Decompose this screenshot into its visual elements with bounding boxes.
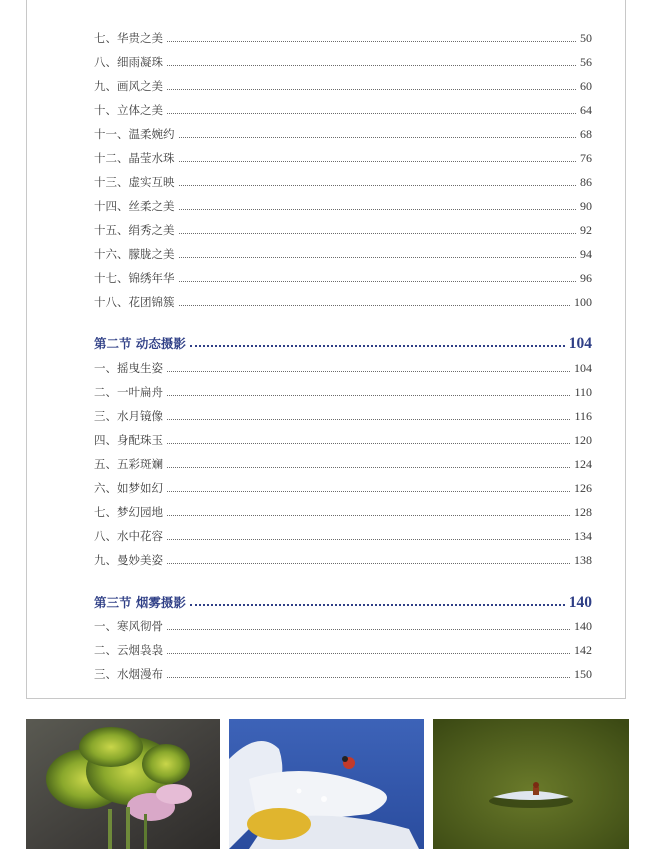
toc-entry-title: 一、寒风彻骨 bbox=[94, 619, 163, 633]
toc-entry-title: 三、水月镜像 bbox=[94, 409, 163, 423]
toc-entry-page: 124 bbox=[574, 457, 592, 471]
dot-leader bbox=[167, 538, 570, 540]
toc-entry-page: 150 bbox=[574, 667, 592, 681]
toc-entry-page: 110 bbox=[574, 385, 592, 399]
toc-entry-title: 十二、晶莹水珠 bbox=[94, 151, 175, 165]
dot-leader bbox=[179, 256, 577, 258]
toc-entry-page: 56 bbox=[580, 55, 592, 69]
toc-entry-title: 五、五彩斑斓 bbox=[94, 457, 163, 471]
toc-entry-page: 142 bbox=[574, 643, 592, 657]
dot-leader bbox=[167, 652, 570, 654]
toc-entry-title: 二、云烟袅袅 bbox=[94, 643, 163, 657]
toc-entry-title: 九、画风之美 bbox=[94, 79, 163, 93]
toc-entry[interactable] bbox=[94, 476, 592, 496]
dot-leader bbox=[167, 394, 570, 396]
toc-entry-title: 八、水中花容 bbox=[94, 529, 163, 543]
toc-entry-page: 128 bbox=[574, 505, 592, 519]
toc-entry[interactable] bbox=[94, 266, 592, 286]
toc-entry-page: 94 bbox=[580, 247, 592, 261]
toc-entry[interactable] bbox=[94, 638, 592, 658]
dot-leader bbox=[167, 418, 570, 420]
toc-entry-page: 134 bbox=[574, 529, 592, 543]
toc-entry-page: 90 bbox=[580, 199, 592, 213]
toc-entry[interactable] bbox=[94, 614, 592, 634]
toc-entry[interactable] bbox=[94, 170, 592, 190]
toc-entry-title: 十八、花团锦簇 bbox=[94, 295, 175, 309]
dot-leader bbox=[167, 628, 570, 630]
toc-entry[interactable] bbox=[94, 74, 592, 94]
toc-section-title: 第二节 动态摄影 bbox=[94, 336, 186, 351]
toc-entry[interactable] bbox=[94, 122, 592, 142]
toc-entry[interactable] bbox=[94, 146, 592, 166]
toc-entry-page: 50 bbox=[580, 31, 592, 45]
dot-leader bbox=[167, 490, 570, 492]
dot-leader bbox=[190, 344, 565, 347]
dot-leader bbox=[167, 466, 570, 468]
toc-entry-title: 四、身配珠玉 bbox=[94, 433, 163, 447]
toc-entry[interactable] bbox=[94, 290, 592, 310]
toc-entry[interactable] bbox=[94, 548, 592, 568]
toc-entry-page: 138 bbox=[574, 553, 592, 567]
toc-entry[interactable] bbox=[94, 524, 592, 544]
dot-leader bbox=[167, 112, 576, 114]
toc-entry[interactable] bbox=[94, 380, 592, 400]
toc-entry-title: 十七、锦绣年华 bbox=[94, 271, 175, 285]
toc-entry-page: 140 bbox=[574, 619, 592, 633]
toc-entry-title: 二、一叶扁舟 bbox=[94, 385, 163, 399]
dot-leader bbox=[179, 232, 577, 234]
toc-entry-page: 100 bbox=[574, 295, 592, 309]
toc-entry-title: 六、如梦如幻 bbox=[94, 481, 163, 495]
toc-entry-page: 126 bbox=[574, 481, 592, 495]
dot-leader bbox=[167, 40, 576, 42]
dot-leader bbox=[179, 208, 577, 210]
dot-leader bbox=[167, 562, 570, 564]
toc-entry[interactable] bbox=[94, 242, 592, 262]
toc-entry-title: 三、水烟漫布 bbox=[94, 667, 163, 681]
toc-entry-page: 86 bbox=[580, 175, 592, 189]
toc-section-page: 140 bbox=[568, 594, 592, 611]
dot-leader bbox=[167, 88, 576, 90]
dot-leader bbox=[167, 442, 570, 444]
toc-entry-title: 七、华贵之美 bbox=[94, 31, 163, 45]
dot-leader bbox=[167, 64, 576, 66]
toc-section-page: 104 bbox=[568, 335, 592, 352]
toc-entry-page: 116 bbox=[574, 409, 592, 423]
dot-leader bbox=[179, 160, 577, 162]
toc-entry-title: 十三、虚实互映 bbox=[94, 175, 175, 189]
toc-entry-page: 64 bbox=[580, 103, 592, 117]
toc-entry-title: 八、细雨凝珠 bbox=[94, 55, 163, 69]
toc-entry[interactable] bbox=[94, 26, 592, 46]
toc-entry-page: 96 bbox=[580, 271, 592, 285]
dot-leader bbox=[179, 136, 577, 138]
dot-leader bbox=[179, 304, 571, 306]
toc-entry-title: 十五、绢秀之美 bbox=[94, 223, 175, 237]
toc-entry[interactable] bbox=[94, 356, 592, 376]
toc-entry-page: 68 bbox=[580, 127, 592, 141]
toc-entry[interactable] bbox=[94, 218, 592, 238]
green-water-boat-photo bbox=[433, 719, 629, 849]
toc-entry-page: 104 bbox=[574, 361, 592, 375]
toc-section-title: 第三节 烟雾摄影 bbox=[94, 595, 186, 610]
toc-entry-page: 60 bbox=[580, 79, 592, 93]
toc-entry-page: 120 bbox=[574, 433, 592, 447]
toc-entry[interactable] bbox=[94, 404, 592, 424]
toc-section-heading[interactable] bbox=[94, 330, 592, 352]
toc-entry[interactable] bbox=[94, 50, 592, 70]
toc-entry-title: 十一、温柔婉约 bbox=[94, 127, 175, 141]
toc-entry[interactable] bbox=[94, 452, 592, 472]
toc-entry-title: 一、摇曳生姿 bbox=[94, 361, 163, 375]
dot-leader bbox=[179, 184, 577, 186]
toc-entry-title: 九、曼妙美姿 bbox=[94, 553, 163, 567]
toc-entry[interactable] bbox=[94, 428, 592, 448]
dot-leader bbox=[179, 280, 577, 282]
toc-entry[interactable] bbox=[94, 98, 592, 118]
dot-leader bbox=[167, 514, 570, 516]
toc-entry-title: 十、立体之美 bbox=[94, 103, 163, 117]
toc-entry-title: 十六、朦胧之美 bbox=[94, 247, 175, 261]
white-flower-ladybug-photo bbox=[229, 719, 424, 849]
dot-leader bbox=[190, 603, 565, 606]
toc-entry-title: 十四、丝柔之美 bbox=[94, 199, 175, 213]
toc-entry[interactable] bbox=[94, 662, 592, 682]
toc-section-heading[interactable] bbox=[94, 589, 592, 611]
toc-entry[interactable] bbox=[94, 194, 592, 214]
toc-entry[interactable] bbox=[94, 500, 592, 520]
toc-entry-page: 92 bbox=[580, 223, 592, 237]
toc-entry-page: 76 bbox=[580, 151, 592, 165]
green-chrysanthemum-photo bbox=[26, 719, 220, 849]
toc-entry-title: 七、梦幻园地 bbox=[94, 505, 163, 519]
dot-leader bbox=[167, 676, 570, 678]
dot-leader bbox=[167, 370, 570, 372]
